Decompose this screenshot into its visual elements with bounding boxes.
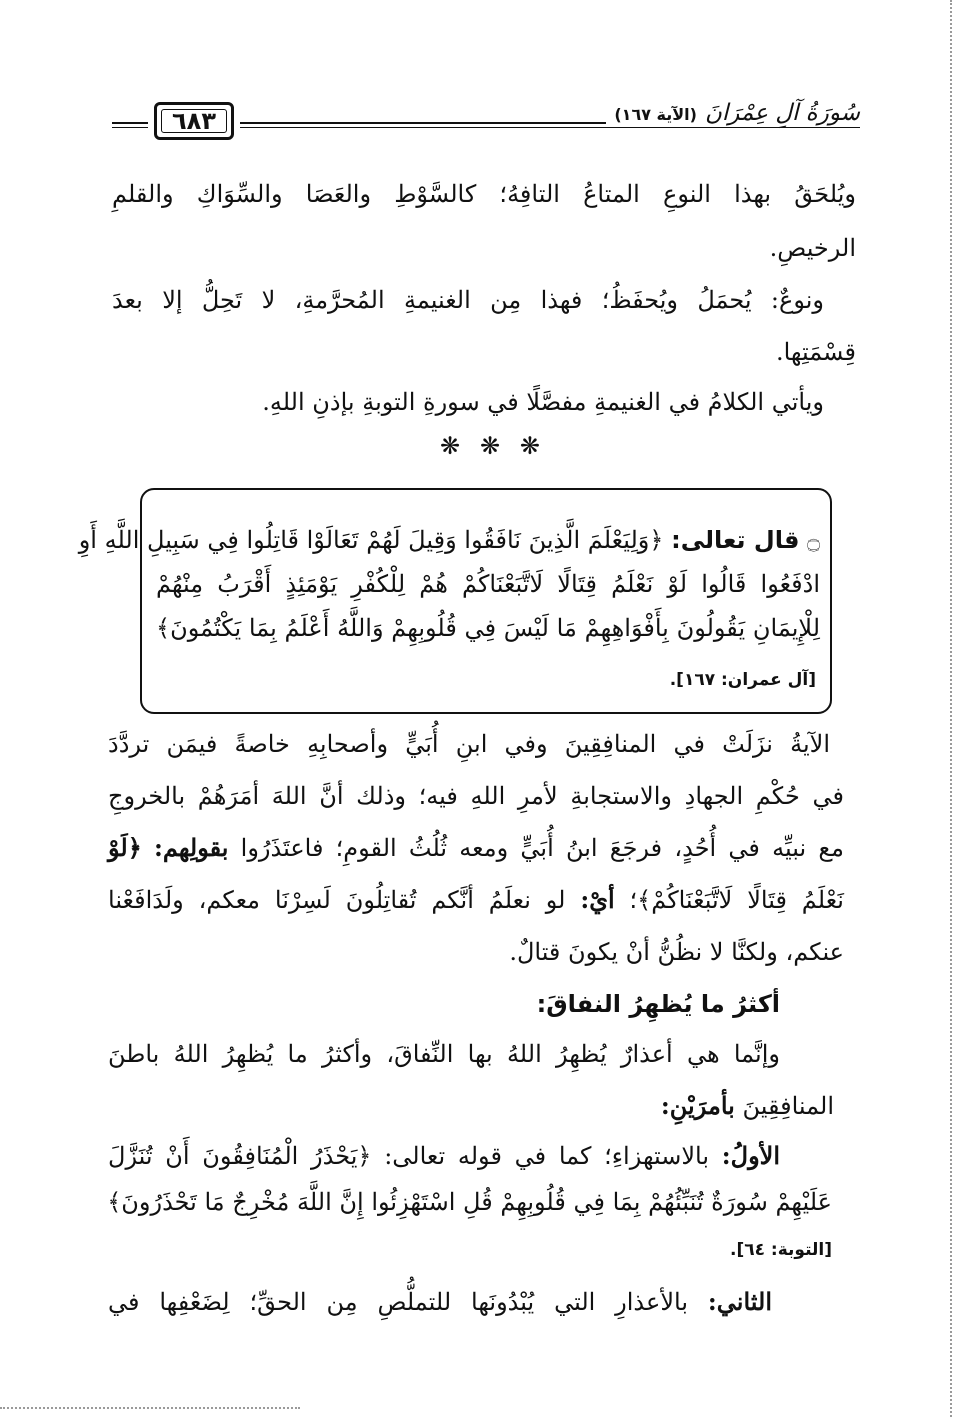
text-segment: بالأعذارِ التي يُبْدُونَها للتملُّصِ مِن الحقِّ؛ لِضَعْفِها في [108, 1288, 689, 1316]
verse-line: لِلْإِيمَانِ يَقُولُونَ بِأَفْوَاهِهِمْ مَا لَيْسَ فِي قُلُوبِهِمْ وَاللَّهُ أَعْلَمُ بِمَا يَكْتُمُونَ﴾ [156, 614, 820, 642]
bold-phrase: أيْ: [580, 885, 615, 914]
scan-edge-artifact [950, 0, 952, 1417]
verse-text: ﴿وَلِيَعْلَمَ الَّذِينَ نَافَقُوا وَقِيلَ لَهُمْ تَعَالَوْا قَاتِلُوا فِي سَبِيلِ اللَّهِ أَوِ [78, 526, 664, 554]
text-line: عنكم، ولكنَّا لا نظُنُّ أنْ يكونَ قتالٌ. [509, 938, 844, 966]
text-line: وإنَّما هي أعذارٌ يُظهِرُ اللهُ بها النِّفاقَ، وأكثرُ ما يُظهِرُ اللهُ باطنَ [108, 1040, 780, 1068]
header-rule-left [112, 122, 148, 124]
bold-phrase: بأمرَيْنِ: [660, 1091, 735, 1120]
text-line [108, 880, 844, 920]
verse-reference: [آل عمران: ١٦٧]. [669, 670, 816, 690]
text-segment: لو نعلَمُ أنَّكم تُقاتِلُونَ لَسِرْنَا معكم، ولَدَافَعْنا [108, 886, 566, 914]
text-line: الرخيصِ. [769, 234, 856, 262]
text-line [108, 828, 844, 868]
verse-line [78, 520, 820, 560]
text-segment: بالاستهزاءِ؛ كما في قوله تعالى: [384, 1142, 710, 1170]
point-label: الثاني: [707, 1287, 772, 1316]
separator-star: ❋ [440, 432, 461, 460]
text-line: ويأتي الكلامُ في الغنيمةِ مفصَّلًا في سورةِ التوبةِ بإذنِ اللهِ. [262, 388, 824, 416]
text-line: عَلَيْهِمْ سُورَةٌ تُنَبِّئُهُمْ بِمَا فِي قُلُوبِهِمْ قُلِ اسْتَهْزِئُوا إِنَّ اللَّهَ مُخْرِجٌ مَا تَحْذَرُونَ﴾ [107, 1188, 832, 1216]
text-line: قِسْمَتِها. [775, 338, 856, 366]
header-rule-thin [240, 127, 860, 128]
text-line [108, 1136, 780, 1176]
verse-reference: [التوبة: ٦٤]. [730, 1240, 832, 1260]
verse-label: (الآية ١٦٧) [614, 105, 697, 124]
section-heading: أكثرُ ما يُظهِرُ النفاقَ: [536, 990, 780, 1018]
page-number: ٦٨٣ [172, 107, 216, 135]
text-segment: المنافِقِينَ [742, 1092, 834, 1120]
page-number-box [154, 102, 234, 140]
running-title [606, 100, 860, 126]
verse-intro: قال تعالى: [671, 526, 800, 554]
separator-star: ❋ [519, 432, 540, 460]
verse-line: ادْفَعُوا قَالُوا لَوْ نَعْلَمُ قِتَالًا لَاتَّبَعْنَاكُمْ هُمْ لِلْكُفْرِ يَوْمَئِذٍ أَقْرَبُ مِنْهُمْ [156, 570, 820, 598]
separator-star: ❋ [479, 432, 501, 460]
text-segment: مع نبيِّه في أُحُدٍ، فرجَعَ ابنُ أُبَيٍّ ومعه ثُلُثُ القومِ؛ فاعتَذَرُوا [240, 834, 844, 862]
text-line: الآيةُ نزَلَتْ في المنافِقِينَ وفي ابنِ أُبَيٍّ وأصحابِهِ خاصةً فيمَن تردَّدَ [108, 730, 830, 758]
text-line: في حُكْمِ الجهادِ والاستجابةِ لأمرِ اللهِ فيه؛ وذلك أنَّ اللهَ أمَرَهُمْ بالخروجِ [108, 782, 844, 810]
text-line [108, 1282, 772, 1322]
verse-marker-icon: ۝ [807, 529, 820, 554]
text-line [108, 1086, 834, 1126]
page-header [112, 100, 860, 146]
header-rule-left-thin [112, 127, 148, 128]
scan-bottom-artifact [0, 1407, 300, 1409]
quote-end: قِتَالًا لَاتَّبَعْنَاكُمْ﴾؛ [629, 886, 787, 914]
quote-start: ﴿لَوْ [108, 833, 142, 862]
section-separator [440, 432, 540, 460]
text-line: ونوعٌ: يُحمَلُ ويُحفَظُ؛ فهذا مِن الغنيمةِ المُحرَّمةِ، لا تَحِلُّ إلا بعدَ [112, 286, 824, 314]
quote-text: ﴿يَحْذَرُ الْمُنَافِقُونَ أَنْ تُنَزَّلَ [108, 1142, 372, 1170]
bold-phrase: بقولِهم: [154, 833, 229, 862]
surah-title: سُورَةُ آلِ عِمْرَانَ [704, 100, 860, 126]
point-label: الأولُ: [721, 1141, 781, 1170]
text-line: ويُلحَقُ بهذا النوعِ المتاعُ التافِهُ؛ كالسَّوْطِ والعَصَا والسِّوَاكِ والقلمِ [112, 180, 856, 208]
quote-word: نَعْلَمُ [801, 886, 844, 914]
